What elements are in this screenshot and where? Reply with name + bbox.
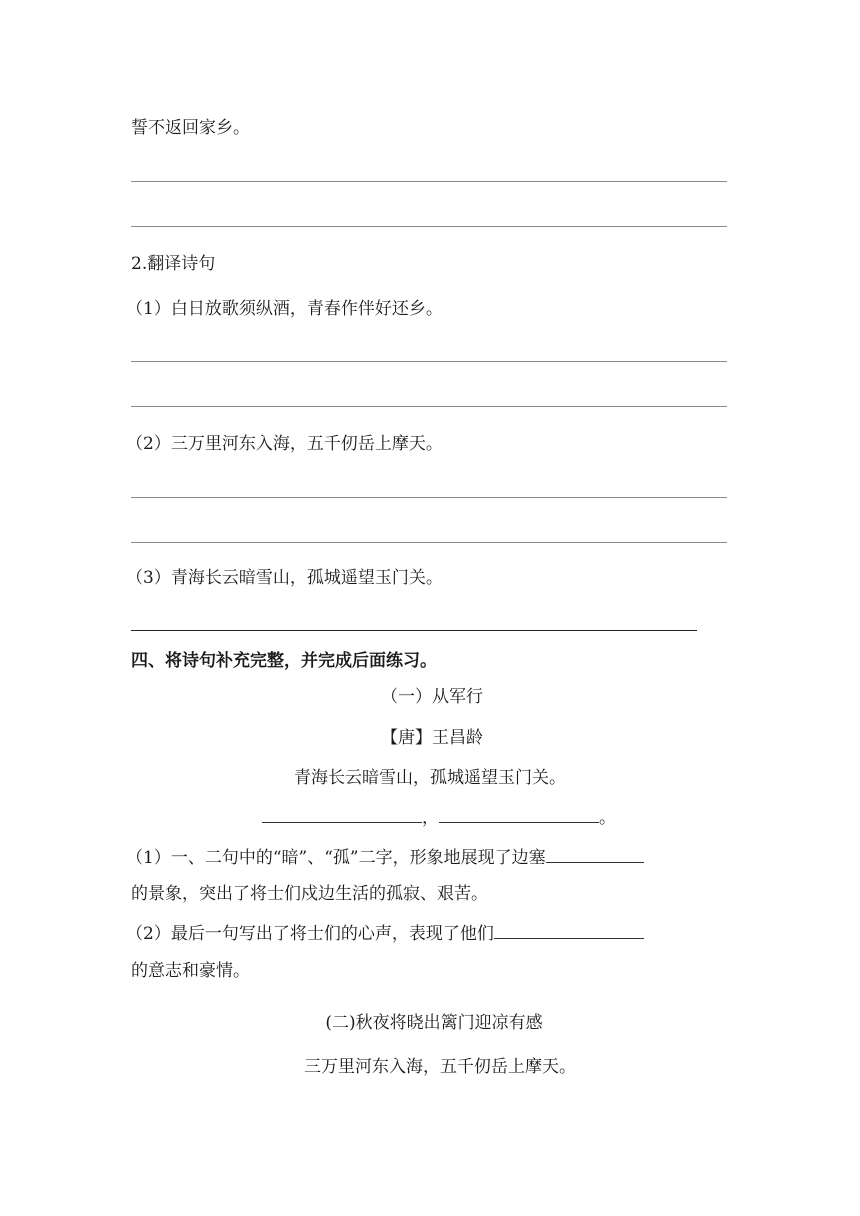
answer-line [131, 226, 727, 227]
answer-line [131, 542, 727, 543]
answer-line [131, 361, 727, 362]
poem-1-title: （一）从军行 [381, 687, 483, 707]
poem-1-question-1-cont: 的景象，突出了将士们戍边生活的孤寂、艰苦。 [131, 884, 488, 904]
question-2-text: （2）最后一句写出了将士们的心声，表现了他们 [126, 924, 494, 944]
fill-blank[interactable] [262, 806, 422, 823]
poem-1-line-1: 青海长云暗雪山，孤城遥望玉门关。 [294, 768, 566, 788]
answer-line [131, 497, 727, 498]
translate-item-3: （3）青海长云暗雪山，孤城遥望玉门关。 [126, 568, 443, 588]
poem-1-question-1 [126, 846, 644, 869]
poem-1-question-2-cont: 的意志和豪情。 [131, 961, 250, 981]
fill-period: 。 [599, 808, 616, 828]
poem-1-question-2 [126, 922, 644, 945]
poem-2-title: (二)秋夜将晓出篱门迎凉有感 [325, 1013, 543, 1033]
poem-2-line-1: 三万里河东入海，五千仞岳上摩天。 [304, 1057, 576, 1077]
fill-comma: ， [422, 808, 439, 828]
answer-line [131, 181, 727, 182]
question-1-text: （1）一、二句中的“暗”、“孤”二字，形象地展现了边塞 [126, 848, 546, 868]
poem-1-fill-line [262, 806, 616, 829]
translate-item-1: （1）白日放歌须纵酒，青春作伴好还乡。 [126, 299, 443, 319]
question-2-title: 2.翻译诗句 [131, 254, 216, 274]
question-1-blank[interactable] [546, 846, 644, 863]
fill-blank[interactable] [439, 806, 599, 823]
translate-item-2: （2）三万里河东入海，五千仞岳上摩天。 [126, 434, 443, 454]
intro-tail-text: 誓不返回家乡。 [131, 118, 250, 138]
poem-1-author: 【唐】王昌龄 [381, 728, 483, 748]
question-2-blank[interactable] [494, 922, 644, 939]
answer-line [131, 406, 727, 407]
answer-line [131, 630, 697, 631]
section-4-heading: 四、将诗句补充完整，并完成后面练习。 [131, 651, 437, 671]
